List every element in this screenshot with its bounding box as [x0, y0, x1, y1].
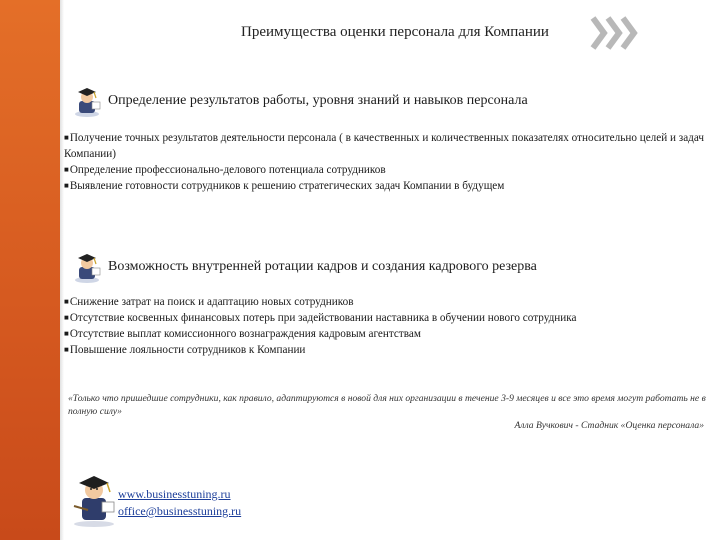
section-1-list	[64, 130, 710, 194]
section-1-title: Определение результатов работы, уровня знаний и навыков персонала	[108, 93, 528, 108]
bullet-icon: ■	[64, 329, 69, 338]
list-item: ■Снижение затрат на поиск и адаптацию новых сотрудников	[64, 296, 354, 308]
quote-author: Алла Вучкович - Стадник «Оценка персонала»	[514, 420, 704, 431]
bullet-icon: ■	[64, 297, 69, 306]
bullet-icon: ■	[64, 133, 69, 142]
scholar-character-icon	[70, 250, 104, 284]
email-link[interactable]: office@businesstuning.ru	[118, 504, 242, 518]
section-2-title: Возможность внутренней ротации кадров и создания кадрового резерва	[108, 259, 537, 274]
section-2-heading	[70, 250, 537, 284]
list-item: ■Выявление готовности сотрудников к решению стратегических задач Компании в будущем	[64, 180, 505, 192]
contact-links	[118, 486, 241, 520]
quote-text: «Только что пришедшие сотрудники, как правило, адаптируются в новой для них организации в течение 3-9 месяцев и все это время могут работать не в полную силу»	[68, 393, 706, 417]
scholar-character-icon	[70, 84, 104, 118]
list-item: ■Повышение лояльности сотрудников к Компании	[64, 344, 306, 356]
sidebar-shadow	[60, 0, 64, 540]
list-item: ■Отсутствие выплат комиссионного вознаграждения кадровым агентствам	[64, 328, 421, 340]
orange-sidebar	[0, 0, 60, 540]
scholar-mascot-icon	[68, 472, 120, 528]
list-item: ■Определение профессионально-делового потенциала сотрудников	[64, 164, 386, 176]
bullet-icon: ■	[64, 165, 69, 174]
page-title: Преимущества оценки персонала для Компании	[241, 24, 549, 40]
bullet-icon: ■	[64, 181, 69, 190]
website-link[interactable]: www.businesstuning.ru	[118, 487, 231, 501]
list-item: ■Получение точных результатов деятельности персонала ( в качественных и количественных показателях относительно целей и задач Компании)	[64, 132, 705, 160]
bullet-icon: ■	[64, 313, 69, 322]
bullet-icon: ■	[64, 345, 69, 354]
section-2-list	[64, 294, 710, 358]
list-item: ■Отсутствие косвенных финансовых потерь при задействовании наставника в обучении нового сотрудника	[64, 312, 577, 324]
triple-chevron-icon	[590, 14, 642, 52]
section-1-heading	[70, 84, 528, 118]
